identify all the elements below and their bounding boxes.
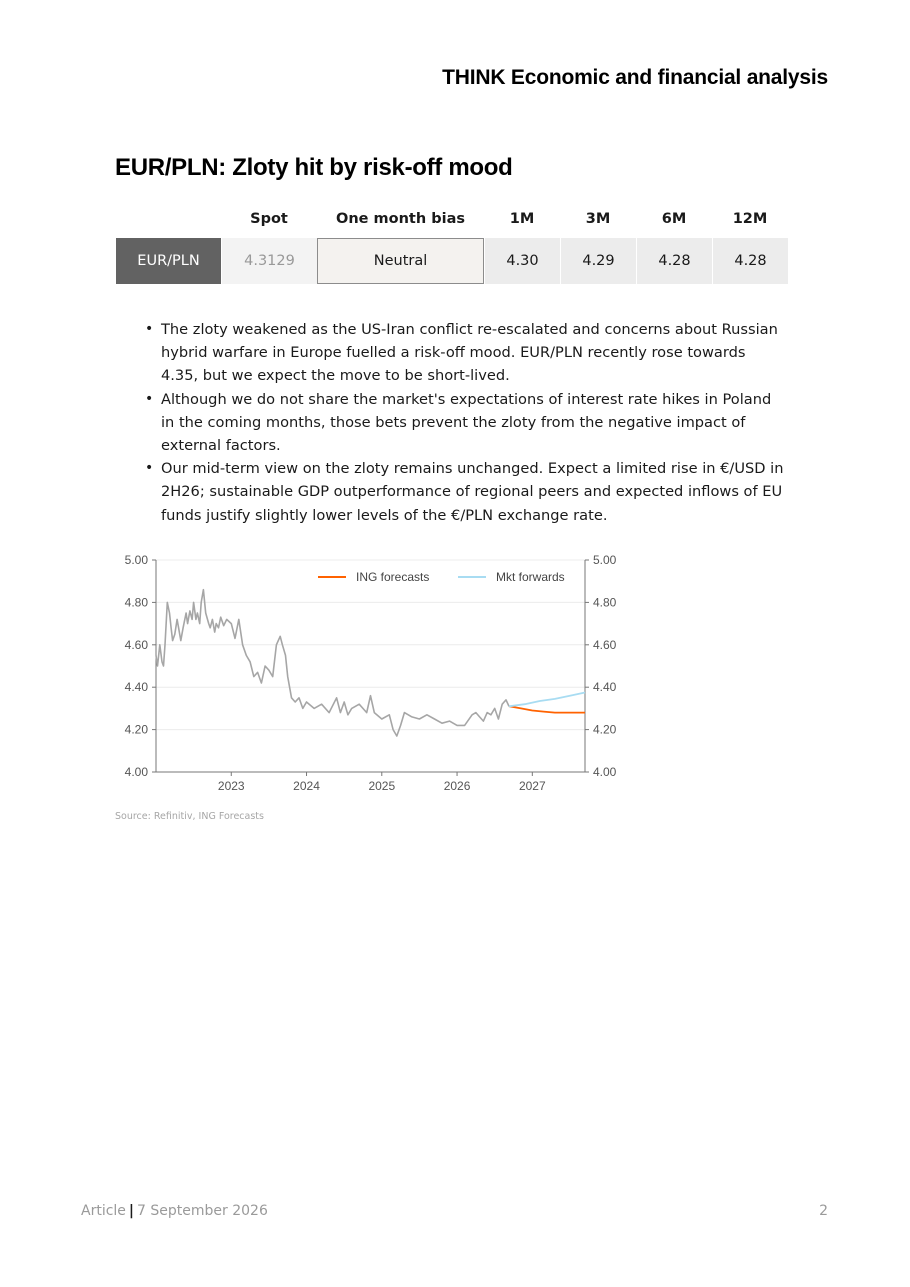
forecast-12m-cell: 4.28 (712, 238, 788, 284)
forecast-3m-cell: 4.29 (560, 238, 636, 284)
x-tick-label: 2023 (217, 779, 245, 793)
footer-separator: | (128, 1203, 135, 1219)
chart-source: Source: Refinitiv, ING Forecasts (115, 811, 264, 822)
y-tick-label-left: 5.00 (124, 553, 148, 567)
y-tick-label-right: 4.60 (593, 637, 617, 652)
header-12m: 12M (732, 211, 768, 227)
bullet-icon: • (145, 460, 154, 477)
footer-date: 7 September 2026 (137, 1203, 268, 1219)
ing-forecast-line (509, 706, 585, 712)
y-tick-label-right: 4.80 (593, 595, 617, 610)
bullet-icon: • (145, 390, 154, 407)
bullet-icon: • (145, 321, 154, 337)
y-tick-label-right: 4.00 (593, 765, 617, 779)
eurpln-chart-svg (110, 548, 630, 798)
y-tick-label-left: 4.80 (124, 595, 148, 610)
legend-ing-forecasts-label: ING forecasts (356, 570, 430, 584)
header-1m: 1M (509, 211, 535, 227)
eurpln-chart (110, 548, 630, 798)
header-3m: 3M (585, 211, 611, 227)
forecast-table-header-row (116, 200, 788, 238)
market-forward-line (509, 693, 585, 707)
commentary-text: The zloty weakened as the US-Iran conflict re-escalated and concerns about Russian hybrid warfare in Europe fuelled a risk-off mood. EUR/PLN recently rose towards 4.35, but we expect the move to be short-lived. (161, 321, 778, 385)
header-bias: One month bias (336, 211, 465, 227)
y-tick-label-left: 4.00 (124, 765, 148, 779)
header-spot: Spot (250, 211, 288, 227)
commentary-list (145, 318, 785, 527)
x-tick-label: 2026 (443, 779, 471, 793)
commentary-text: Although we do not share the market's expectations of interest rate hikes in Poland in the coming months, those bets prevent the zloty from the negative impact of external factors. (161, 390, 772, 455)
currency-pair-cell: EUR/PLN (116, 238, 221, 284)
bias-cell: Neutral (317, 238, 484, 284)
y-tick-label-left: 4.40 (124, 680, 148, 695)
forecast-table (116, 200, 788, 284)
y-tick-label-right: 5.00 (593, 553, 617, 567)
x-tick-label: 2024 (293, 779, 320, 793)
forecast-table-row (116, 238, 788, 284)
commentary-item (145, 318, 785, 388)
y-tick-label-right: 4.20 (593, 722, 617, 737)
footer-left (81, 1203, 268, 1219)
forecast-6m-cell: 4.28 (636, 238, 712, 284)
footer-article-label: Article (81, 1203, 126, 1219)
commentary-item (145, 457, 785, 527)
page-number: 2 (819, 1203, 828, 1219)
section-title: EUR/PLN: Zloty hit by risk-off mood (115, 154, 513, 181)
y-tick-label-left: 4.20 (124, 722, 148, 737)
x-tick-label: 2025 (368, 779, 396, 793)
spot-cell: 4.3129 (221, 238, 317, 284)
header-6m: 6M (661, 211, 687, 227)
x-tick-label: 2027 (518, 779, 546, 793)
forecast-1m-cell: 4.30 (484, 238, 560, 284)
header-pair (116, 200, 221, 238)
commentary-text: Our mid-term view on the zloty remains unchanged. Expect a limited rise in €/USD in 2H26; sustainable GDP outperformance of regional peers and expected inflows of EU funds justify slightly lower levels of the €/PLN exchange rate. (161, 460, 784, 524)
commentary-item (145, 388, 785, 458)
y-tick-label-right: 4.40 (593, 680, 617, 695)
publication-header: THINK Economic and financial analysis (442, 66, 828, 89)
y-tick-label-left: 4.60 (124, 637, 148, 652)
legend-mkt-forwards-label: Mkt forwards (496, 570, 565, 584)
eurpln-history-line (156, 590, 509, 736)
